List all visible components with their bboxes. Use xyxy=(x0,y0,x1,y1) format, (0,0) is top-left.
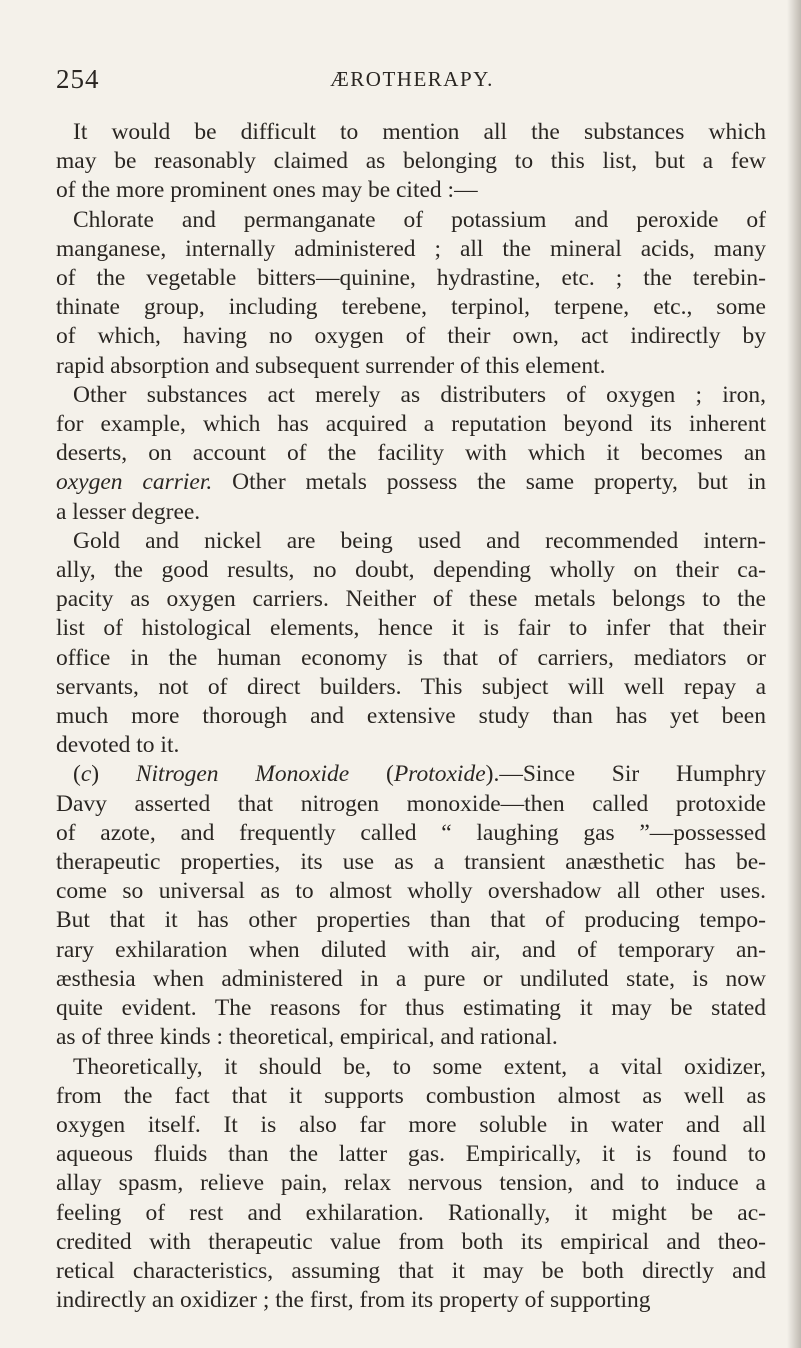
text-line: It would be difficult to mention all the substances which xyxy=(73,119,766,145)
text-segment: ).—Since Sir Humphry xyxy=(485,761,767,788)
text-segment: Other metals possess the same property, but in xyxy=(212,469,767,496)
page-header xyxy=(56,64,768,104)
text-line: as of three kinds : theoretical, empirical, and rational. xyxy=(56,1024,558,1051)
italic-text: Nitrogen Monoxide xyxy=(135,761,350,788)
page-edge-shadow xyxy=(787,0,801,1348)
italic-text: oxygen carrier. xyxy=(56,469,213,496)
text-line: thinate group, including terebene, terpinol, terpene, etc., some xyxy=(56,294,766,321)
text-line: Chlorate and permanganate of potassium and peroxide of xyxy=(73,206,766,233)
page-number: 254 xyxy=(56,64,100,94)
italic-text: Protoxide xyxy=(393,761,486,788)
text-line: of azote, and frequently called “ laughing gas ”—possessed xyxy=(56,819,766,846)
text-line: much more thorough and extensive study than has yet been xyxy=(56,703,766,730)
text-line: of which, having no oxygen of their own, act indirectly by xyxy=(56,323,766,350)
text-segment: ( xyxy=(73,761,81,788)
italic-text: c xyxy=(80,761,92,788)
text-line: allay spasm, relieve pain, relax nervous tension, and to induce a xyxy=(56,1170,766,1197)
text-line: a lesser degree. xyxy=(56,498,201,525)
text-line: Other substances act merely as distributers of oxygen ; iron, xyxy=(73,381,766,408)
text-line: may be reasonably claimed as belonging to this list, but a few xyxy=(56,148,766,175)
text-line: from the fact that it supports combustion almost as well as xyxy=(56,1082,766,1109)
text-line: manganese, internally administered ; all the mineral acids, many xyxy=(56,235,766,262)
text-line: Gold and nickel are being used and recommended intern- xyxy=(73,527,766,554)
text-line: quite evident. The reasons for thus estimating it may be stated xyxy=(56,995,766,1022)
text-line: come so universal as to almost wholly overshadow all other uses. xyxy=(56,878,766,905)
text-line: of the more prominent ones may be cited :— xyxy=(56,177,478,204)
text-line xyxy=(56,760,766,789)
running-head: ÆROTHERAPY. xyxy=(330,67,494,91)
text-line: aqueous fluids than the latter gas. Empirically, it is found to xyxy=(56,1141,766,1168)
text-line xyxy=(56,468,766,497)
text-line: deserts, on account of the facility with which it becomes an xyxy=(56,440,766,467)
text-line: office in the human economy is that of carriers, mediators or xyxy=(56,644,766,671)
text-line: But that it has other properties than that of producing tempo- xyxy=(56,907,766,934)
text-line: devoted to it. xyxy=(56,732,180,759)
text-line: oxygen itself. It is also far more soluble in water and all xyxy=(56,1111,766,1138)
text-line: indirectly an oxidizer ; the first, from its property of supporting xyxy=(56,1287,651,1314)
text-line: therapeutic properties, its use as a transient anæsthetic has be- xyxy=(56,849,766,876)
text-line: of the vegetable bitters—quinine, hydrastine, etc. ; the terebin- xyxy=(56,265,766,292)
text-segment: ) xyxy=(91,761,136,788)
text-line: for example, which has acquired a reputation beyond its inherent xyxy=(56,411,766,438)
text-line: æsthesia when administered in a pure or undiluted state, is now xyxy=(56,965,766,992)
text-line: servants, not of direct builders. This subject will well repay a xyxy=(56,673,766,700)
text-line: list of histological elements, hence it is fair to infer that their xyxy=(56,615,766,642)
text-line: rary exhilaration when diluted with air, and of temporary an- xyxy=(56,936,766,963)
text-line: rapid absorption and subsequent surrender of this element. xyxy=(56,352,606,379)
text-line: ally, the good results, no doubt, depending wholly on their ca- xyxy=(56,557,766,584)
text-line: Theoretically, it should be, to some extent, a vital oxidizer, xyxy=(73,1053,766,1080)
text-line: Davy asserted that nitrogen monoxide—then called protoxide xyxy=(56,790,766,817)
body-text xyxy=(56,118,766,1315)
text-line: pacity as oxygen carriers. Neither of these metals belongs to the xyxy=(56,586,766,613)
text-line: retical characteristics, assuming that it may be both directly and xyxy=(56,1257,766,1284)
text-segment: ( xyxy=(349,761,394,788)
text-line: credited with therapeutic value from both its empirical and theo- xyxy=(56,1228,766,1255)
text-line: feeling of rest and exhilaration. Rationally, it might be ac- xyxy=(56,1199,766,1226)
